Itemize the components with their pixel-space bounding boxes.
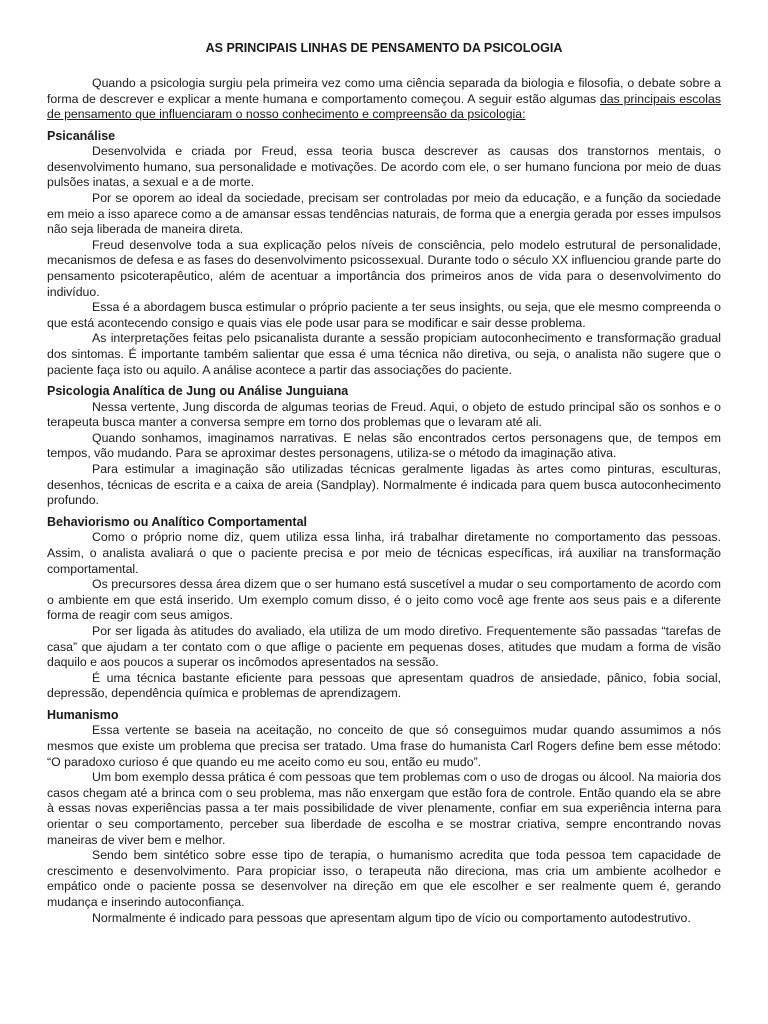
intro-underlined-text: das principais escolas de pensamento que influenciaram o nosso conhecimento e compreensão da psicologia: <box>47 91 721 122</box>
paragraph: Essa é a abordagem busca estimular o próprio paciente a ter seus insights, ou seja, que ele mesmo compreenda o que está acontecendo consigo e quais vias ele pode usar para se modificar e sair desse problema. <box>47 300 721 330</box>
section-behaviorismo <box>47 515 721 702</box>
section-junguiana <box>47 384 721 509</box>
paragraph: Freud desenvolve toda a sua explicação pelos níveis de consciência, pelo modelo estrutural de personalidade, mecanismos de defesa e as fases do desenvolvimento psicossexual. Durante todo o século XX influenciou grande parte do pensamento psicoterapêutico, além de acentuar a importância dos primeiros anos de vida para o desenvolvimento do indivíduo. <box>47 237 721 299</box>
intro-text: Quando a psicologia surgiu pela primeira vez como uma ciência separada da biologia e filosofia, o debate sobre a forma de descrever e explicar a mente humana e comportamento começou. A seguir estão algumas <box>47 76 721 106</box>
paragraph: As interpretações feitas pelo psicanalista durante a sessão propiciam autoconhecimento e transformação gradual dos sintomas. É importante também salientar que essa é uma técnica não diretiva, ou seja, o analista não sugere que o paciente faça isto ou aquilo. A análise acontece a partir das associações do paciente. <box>47 331 721 377</box>
paragraph: Quando sonhamos, imaginamos narrativas. E nelas são encontrados certos personagens que, de tempos em tempos, vão mudando. Para se aproximar destes personagens, utiliza-se o método da imaginação ativa. <box>47 430 721 461</box>
paragraph: Essa vertente se baseia na aceitação, no conceito de que só conseguimos mudar quando assumimos a nós mesmos que existe um problema que precisa ser tratado. Uma frase do humanista Carl Rogers define bem esse método: “O paradoxo curioso é que quando eu me aceito como eu sou, então eu mudo”. <box>47 723 721 769</box>
paragraph: Os precursores dessa área dizem que o ser humano está suscetível a mudar o seu comportamento de acordo com o ambiente em que está inserido. Um exemplo comum disso, é o jeito como você age frente aos seus pais e a diferente forma de reagir com seus amigos. <box>47 577 721 623</box>
paragraph: Um bom exemplo dessa prática é com pessoas que tem problemas com o uso de drogas ou álcool. Na maioria dos casos chegam até a brinca com o seu problema, mas não enxergam que estão fora de controle. Então quando ela se abre à essas novas experiências passa a ter mais possibilidade de viver plenamente, confiar em sua experiência interna para orientar o seu comportamento, perceber sua liberdade de escolha e se mostrar criativa, sempre encontrando novas maneiras de viver bem e melhor. <box>47 770 721 847</box>
section-psicanalise <box>47 129 721 378</box>
intro-paragraph <box>47 76 721 123</box>
section-heading: Psicologia Analítica de Jung ou Análise Junguiana <box>47 384 349 399</box>
paragraph: Sendo bem sintético sobre esse tipo de terapia, o humanismo acredita que toda pessoa tem capacidade de crescimento e desenvolvimento. Para propiciar isso, o terapeuta não direciona, mas cria um ambiente acolhedor e empático onde o paciente possa se desenvolver na direção em que ele escolher e ser realmente quem é, gerando mudança e inserindo autoconfiança. <box>47 848 721 909</box>
paragraph: Normalmente é indicado para pessoas que apresentam algum tipo de vício ou comportamento autodestrutivo. <box>92 910 691 925</box>
section-heading: Psicanálise <box>47 128 116 143</box>
section-humanismo <box>47 708 721 926</box>
paragraph: Por se oporem ao ideal da sociedade, precisam ser controladas por meio da educação, e a função da sociedade em meio a isso aparece como a de amansar essas tendências naturais, de forma que a energia gerada por esses impulsos não seja liberada de maneira direta. <box>47 191 721 237</box>
document-title: AS PRINCIPAIS LINHAS DE PENSAMENTO DA PSICOLOGIA <box>205 41 563 55</box>
paragraph: Para estimular a imaginação são utilizadas técnicas geralmente ligadas às artes como pinturas, esculturas, desenhos, técnicas de escrita e a caixa de areia (Sandplay). Normalmente é indicada para quem busca autoconhecimento profundo. <box>47 462 721 508</box>
section-heading: Humanismo <box>47 707 119 722</box>
paragraph: É uma técnica bastante eficiente para pessoas que apresentam quadros de ansiedade, pânico, fobia social, depressão, dependência química e problemas de aprendizagem. <box>47 670 721 701</box>
section-heading: Behaviorismo ou Analítico Comportamental <box>47 514 307 529</box>
paragraph: Por ser ligada às atitudes do avaliado, ela utiliza de um modo diretivo. Frequentemente são passadas “tarefas de casa” que ajudam a ter contato com o que aflige o paciente em pequenas doses, atitudes que mudam a forma de visão daquilo e aos poucos a superar os incômodos apresentados na sessão. <box>47 623 721 670</box>
paragraph: Desenvolvida e criada por Freud, essa teoria busca descrever as causas dos transtornos mentais, o desenvolvimento humano, sua personalidade e motivações. De acordo com ele, o ser humano funciona por meio de duas pulsões inatas, a sexual e a de morte. <box>47 144 721 190</box>
paragraph: Como o próprio nome diz, quem utiliza essa linha, irá trabalhar diretamente no comportamento das pessoas. Assim, o analista avaliará o que o paciente precisa e por meio de técnicas específicas, irá auxiliar na transformação comportamental. <box>47 530 721 576</box>
paragraph: Nessa vertente, Jung discorda de algumas teorias de Freud. Aqui, o objeto de estudo principal são os sonhos e o terapeuta busca manter a conversa sempre em torno dos problemas que o levaram até ali. <box>47 399 721 430</box>
